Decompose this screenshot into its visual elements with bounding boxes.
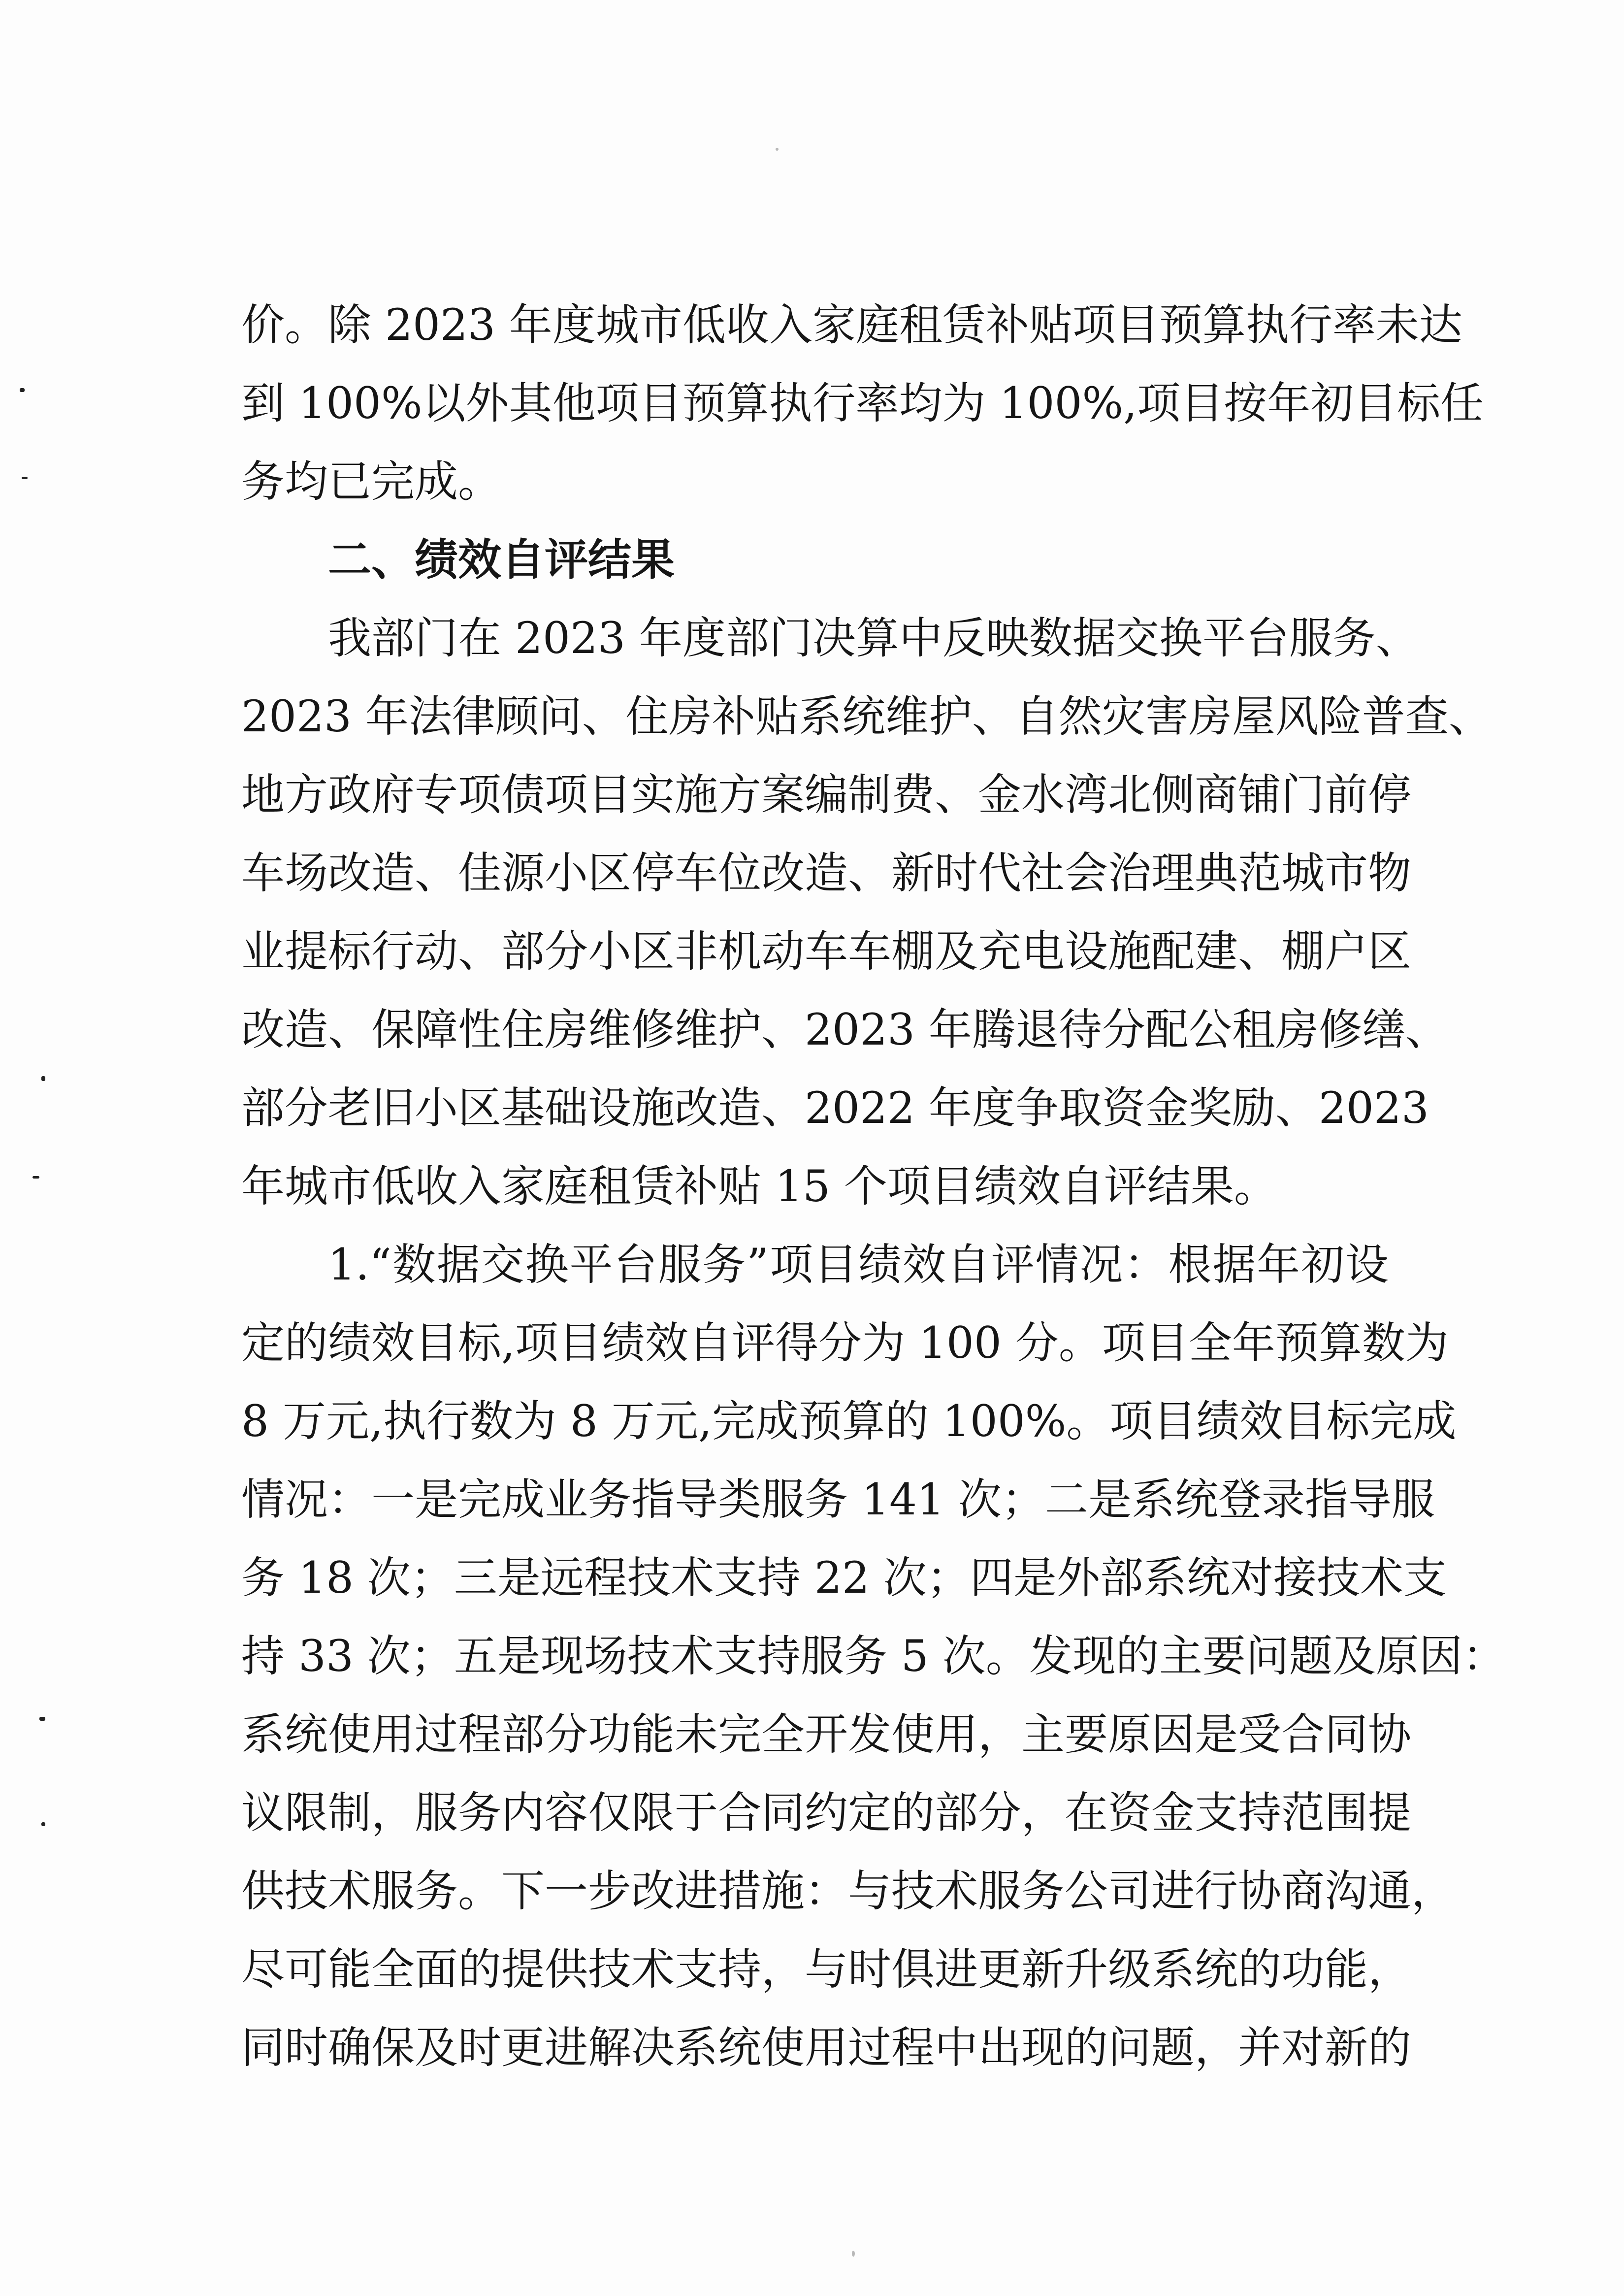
text-line: 定的绩效目标,项目绩效自评得分为 100 分。项目全年预算数为: [241, 1317, 1449, 1368]
scan-speck: [852, 2251, 855, 2257]
scan-mark: [41, 1822, 45, 1826]
text-line: 地方政府专项债项目实施方案编制费、金水湾北侧商铺门前停: [241, 769, 1412, 820]
scan-mark: [39, 1717, 45, 1721]
text-line: 改造、保障性住房维修维护、2023 年腾退待分配公租房修缮、: [241, 1004, 1449, 1055]
text-line: 务均已完成。: [241, 456, 502, 507]
text-line: 车场改造、佳源小区停车位改造、新时代社会治理典范城市物: [241, 848, 1412, 898]
text-line: 到 100%以外其他项目预算执行率均为 100%,项目按年初目标任: [241, 378, 1484, 428]
text-line: 尽可能全面的提供技术支持，与时俱进更新升级系统的功能，: [241, 1944, 1412, 1995]
section-heading: 二、绩效自评结果: [328, 534, 675, 585]
text-line: 2023 年法律顾问、住房补贴系统维护、自然灾害房屋风险普查、: [241, 691, 1492, 742]
scan-speck: [776, 148, 779, 151]
text-line: 年城市低收入家庭租赁补贴 15 个项目绩效自评结果。: [241, 1161, 1277, 1212]
text-line: 务 18 次；三是远程技术支持 22 次；四是外部系统对接技术支: [241, 1552, 1447, 1603]
scan-mark: [32, 1176, 39, 1179]
text-line: 同时确保及时更进解决系统使用过程中出现的问题，并对新的: [241, 2022, 1412, 2073]
text-line: 部分老旧小区基础设施改造、2022 年度争取资金奖励、2023: [241, 1082, 1429, 1133]
text-line: 我部门在 2023 年度部门决算中反映数据交换平台服务、: [328, 613, 1419, 663]
text-line: 议限制，服务内容仅限于合同约定的部分，在资金支持范围提: [241, 1787, 1412, 1838]
scan-mark: [41, 1076, 45, 1081]
text-line: 1.“数据交换平台服务”项目绩效自评情况：根据年初设: [328, 1239, 1389, 1290]
text-line: 业提标行动、部分小区非机动车车棚及充电设施配建、棚户区: [241, 926, 1412, 977]
text-line: 价。除 2023 年度城市低收入家庭租赁补贴项目预算执行率未达: [241, 299, 1462, 350]
text-line: 8 万元,执行数为 8 万元,完成预算的 100%。项目绩效目标完成: [241, 1396, 1457, 1446]
scan-mark: [20, 388, 25, 392]
text-line: 情况：一是完成业务指导类服务 141 次；二是系统登录指导服: [241, 1474, 1435, 1525]
scan-mark: [22, 477, 28, 479]
text-line: 系统使用过程部分功能未完全开发使用，主要原因是受合同协: [241, 1709, 1412, 1760]
document-body: [241, 286, 1506, 2087]
text-line: 持 33 次；五是现场技术支持服务 5 次。发现的主要问题及原因：: [241, 1631, 1506, 1681]
text-line: 供技术服务。下一步改进措施：与技术服务公司进行协商沟通，: [241, 1866, 1455, 1916]
